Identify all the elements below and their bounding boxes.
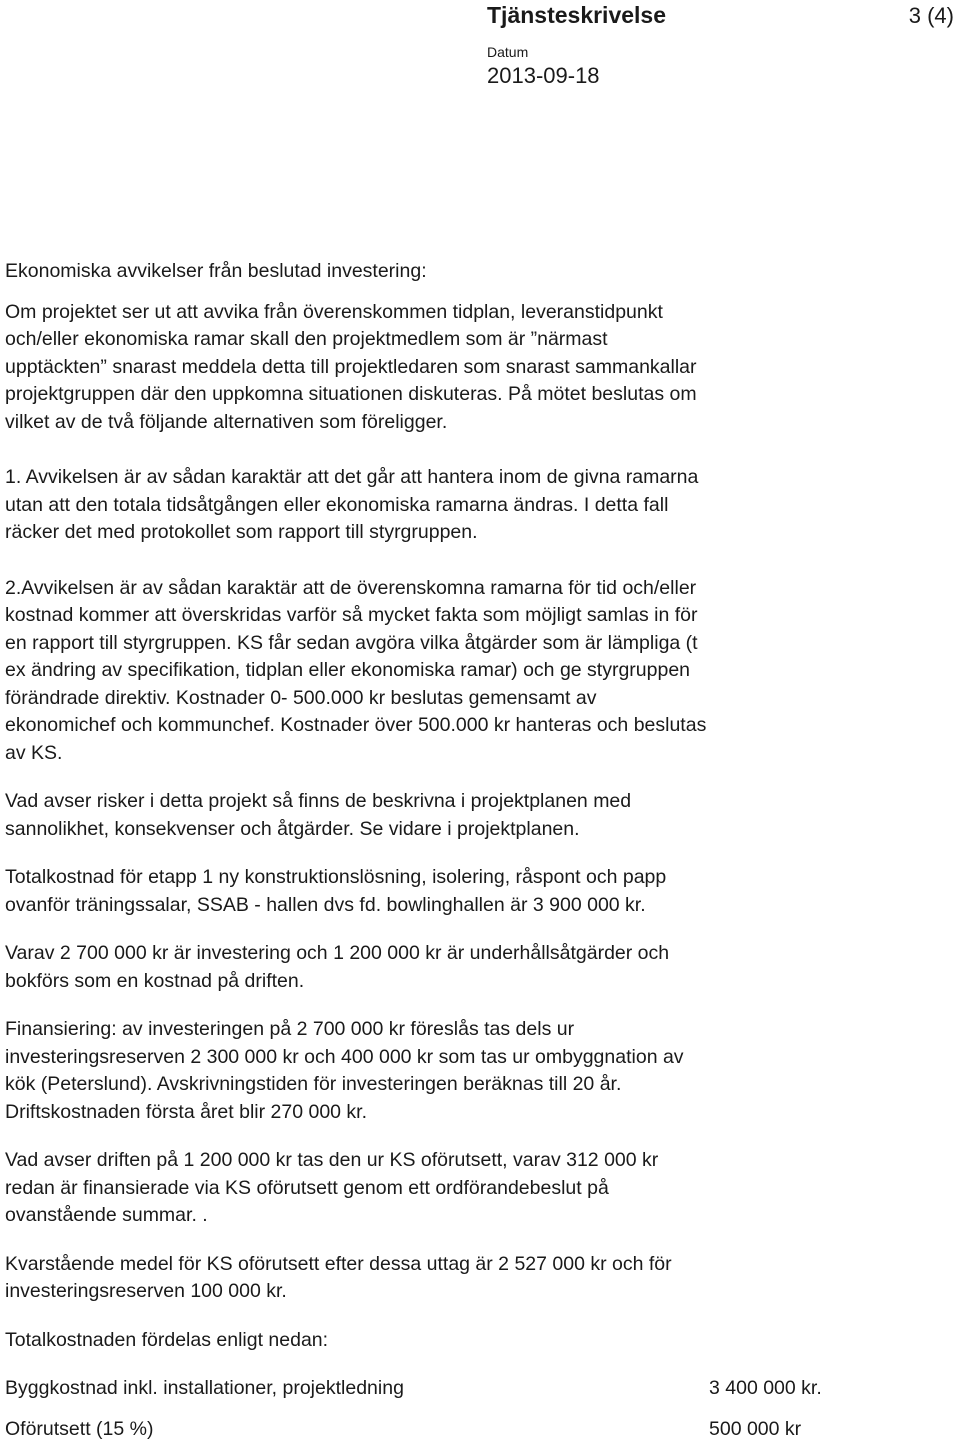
cost-amount: 500 000 kr <box>709 1416 801 1443</box>
text-line: Vad avser driften på 1 200 000 kr tas den ur KS oförutsett, varav 312 000 kr <box>5 1147 955 1175</box>
cost-label: Byggkostnad inkl. installationer, projektledning <box>5 1375 404 1403</box>
cost-label: Oförutsett (15 %) <box>5 1416 153 1443</box>
text-line: Driftskostnaden första året blir 270 000 kr. <box>5 1099 955 1127</box>
text-line: 2.Avvikelsen är av sådan karaktär att de överenskomna ramarna för tid och/eller <box>5 575 955 603</box>
text-line: Totalkostnad för etapp 1 ny konstruktionslösning, isolering, råspont och papp <box>5 864 955 892</box>
text-line: investeringsreserven 100 000 kr. <box>5 1278 955 1306</box>
text-line: kök (Peterslund). Avskrivningstiden för investeringen beräknas till 20 år. <box>5 1071 955 1099</box>
varav-paragraph <box>5 940 955 995</box>
alternative-2-paragraph <box>5 575 955 768</box>
text-line: redan är finansierade via KS oförutsett genom ett ordförandebeslut på <box>5 1175 955 1203</box>
text-line: Finansiering: av investeringen på 2 700 000 kr föreslås tas dels ur <box>5 1016 955 1044</box>
cost-row <box>5 1375 955 1403</box>
text-line: Vad avser risker i detta projekt så finns de beskrivna i projektplanen med <box>5 788 955 816</box>
text-line: Kvarstående medel för KS oförutsett efter dessa uttag är 2 527 000 kr och för <box>5 1251 955 1279</box>
text-line: utan att den totala tidsåtgången eller ekonomiska ramarna ändras. I detta fall <box>5 492 955 520</box>
text-line: av KS. <box>5 740 955 768</box>
risk-paragraph <box>5 788 955 843</box>
date-label: Datum <box>487 44 528 60</box>
operations-paragraph <box>5 1147 955 1230</box>
text-line: bokförs som en kostnad på driften. <box>5 968 955 996</box>
text-line: räcker det med protokollet som rapport till styrgruppen. <box>5 519 955 547</box>
financing-paragraph <box>5 1016 955 1126</box>
intro-paragraph <box>5 299 955 437</box>
document-body <box>5 258 955 1443</box>
remaining-funds-paragraph <box>5 1251 955 1306</box>
text-line: Varav 2 700 000 kr är investering och 1 200 000 kr är underhållsåtgärder och <box>5 940 955 968</box>
text-line: vilket av de två följande alternativen som föreligger. <box>5 409 955 437</box>
text-line: projektgruppen där den uppkomna situationen diskuteras. På mötet beslutas om <box>5 381 955 409</box>
text-line: ekonomichef och kommunchef. Kostnader över 500.000 kr hanteras och beslutas <box>5 712 955 740</box>
cost-amount: 3 400 000 kr. <box>709 1375 822 1403</box>
text-line: ovanstående summar. . <box>5 1202 955 1230</box>
distribution-heading: Totalkostnaden fördelas enligt nedan: <box>5 1327 955 1355</box>
total-cost-paragraph <box>5 864 955 919</box>
date-value: 2013-09-18 <box>487 62 600 90</box>
cost-row <box>5 1416 955 1443</box>
text-line: kostnad kommer att överskridas varför så mycket fakta som möjligt samlas in för <box>5 602 955 630</box>
alternative-1-paragraph <box>5 464 955 547</box>
text-line: förändrade direktiv. Kostnader 0- 500.000 kr beslutas gemensamt av <box>5 685 955 713</box>
document-title: Tjänsteskrivelse <box>487 1 666 29</box>
text-line: och/eller ekonomiska ramar skall den projektmedlem som är ”närmast <box>5 326 955 354</box>
text-line: sannolikhet, konsekvenser och åtgärder. Se vidare i projektplanen. <box>5 816 955 844</box>
text-line: en rapport till styrgruppen. KS får sedan avgöra vilka åtgärder som är lämpliga (t <box>5 630 955 658</box>
text-line: ovanför träningssalar, SSAB - hallen dvs fd. bowlinghallen är 3 900 000 kr. <box>5 892 955 920</box>
text-line: Om projektet ser ut att avvika från överenskommen tidplan, leveranstidpunkt <box>5 299 955 327</box>
text-line: 1. Avvikelsen är av sådan karaktär att det går att hantera inom de givna ramarna <box>5 464 955 492</box>
text-line: upptäckten” snarast meddela detta till projektledaren som snarast sammankallar <box>5 354 955 382</box>
section-heading: Ekonomiska avvikelser från beslutad investering: <box>5 258 955 286</box>
text-line: investeringsreserven 2 300 000 kr och 400 000 kr som tas ur ombyggnation av <box>5 1044 955 1072</box>
page-number: 3 (4) <box>909 2 954 30</box>
text-line: ex ändring av specifikation, tidplan eller ekonomiska ramar) och ge styrgruppen <box>5 657 955 685</box>
